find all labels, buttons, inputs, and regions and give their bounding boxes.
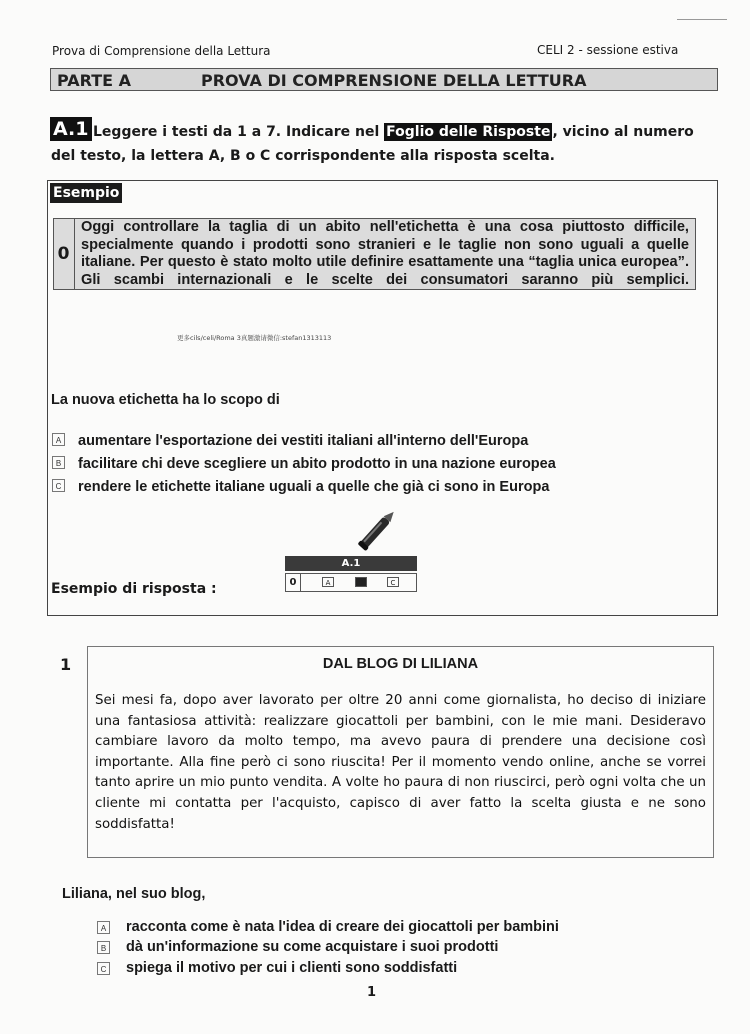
example-option-c[interactable] <box>51 479 691 499</box>
answer-grid-header: A.1 <box>285 556 417 571</box>
example-option-a[interactable] <box>51 433 691 453</box>
instruction-highlight: Foglio delle Risposte <box>386 124 551 140</box>
example-text: Oggi controllare la taglia di un abito nell'etichetta è una cosa piuttosto difficile, specialmente quando i prodotti sono stranieri e le taglie non sono uguali a quelle italiane. Per questo è stato molto utile definire esattamente una “taglia unica europea”. Gli scambi internazionali e le scelte dei consumatori saranno più semplici. <box>81 219 689 288</box>
option-text: spiega il motivo per cui i clienti sono soddisfatti <box>126 960 458 976</box>
option-letter-box: B <box>52 456 65 469</box>
option-letter-box: B <box>97 941 110 954</box>
text1-option-a[interactable] <box>97 919 697 939</box>
page-number: 1 <box>367 985 377 1000</box>
instruction-pre: Leggere i testi da 1 a 7. Indicare nel <box>93 124 380 140</box>
part-title: PROVA DI COMPRENSIONE DELLA LETTURA <box>201 71 587 90</box>
task-instruction <box>51 120 716 168</box>
example-option-b[interactable] <box>51 456 691 476</box>
blog-text: Sei mesi fa, dopo aver lavorato per oltre 20 anni come giornalista, ho deciso di iniziare una fantasiosa attività: realizzare giocattoli per bambini, con le mie mani. Desideravo cambiare lavoro da molto tempo, ma avevo paura di prendere una decisione così importante. Alla fine però ci sono riuscita! Per il momento vendo online, anche se vorrei tanto aprire un mio punto vendita. A volte ho paura di non riuscirci, però ogni volta che un cliente mi contatta per l'acquisto, capisco di aver fatto la scelta giusta e ne sono soddisfatta! <box>95 693 706 832</box>
option-text: dà un'informazione su come acquistare i suoi prodotti <box>126 939 499 955</box>
option-letter-box: A <box>97 921 110 934</box>
pen-icon <box>352 506 404 554</box>
task-tag: A.1 <box>50 117 92 141</box>
top-edge-mark <box>677 19 727 20</box>
answer-cell-a[interactable]: A <box>322 577 334 587</box>
option-text: aumentare l'esportazione dei vestiti italiani all'interno dell'Europa <box>78 433 529 449</box>
option-text: facilitare chi deve scegliere un abito prodotto in una nazione europea <box>78 456 556 472</box>
text1-question: Liliana, nel suo blog, <box>62 886 206 902</box>
option-text: rendere le etichette italiane uguali a quelle che già ci sono in Europa <box>78 479 550 495</box>
option-letter-box: A <box>52 433 65 446</box>
watermark: 更多cils/celi/Roma 3真题激请微信:stefan1313113 <box>177 334 332 342</box>
answer-cell-b[interactable]: B <box>355 577 367 587</box>
text1-option-c[interactable] <box>97 960 697 980</box>
answer-cell-c[interactable]: C <box>387 577 399 587</box>
example-number: 0 <box>53 218 75 290</box>
example-question: La nuova etichetta ha lo scopo di <box>51 392 280 408</box>
header-right: CELI 2 - sessione estiva <box>537 43 679 57</box>
answer-grid-row <box>285 573 417 592</box>
part-heading-bar <box>50 68 718 91</box>
text1-option-b[interactable] <box>97 939 697 959</box>
option-letter-box: C <box>52 479 65 492</box>
response-label: Esempio di risposta : <box>51 581 217 597</box>
part-label: PARTE A <box>57 71 132 90</box>
text-number: 1 <box>60 655 72 674</box>
answer-grid-number: 0 <box>286 574 301 591</box>
instruction-post: , vicino al numero del testo, la lettera A, B o C corrispondente alla risposta scelta. <box>51 124 694 164</box>
example-tag: Esempio <box>50 183 122 203</box>
header-left: Prova di Comprensione della Lettura <box>52 44 271 58</box>
option-text: racconta come è nata l'idea di creare dei giocattoli per bambini <box>126 919 559 935</box>
blog-title: DAL BLOG DI LILIANA <box>322 656 479 672</box>
option-letter-box: C <box>97 962 110 975</box>
